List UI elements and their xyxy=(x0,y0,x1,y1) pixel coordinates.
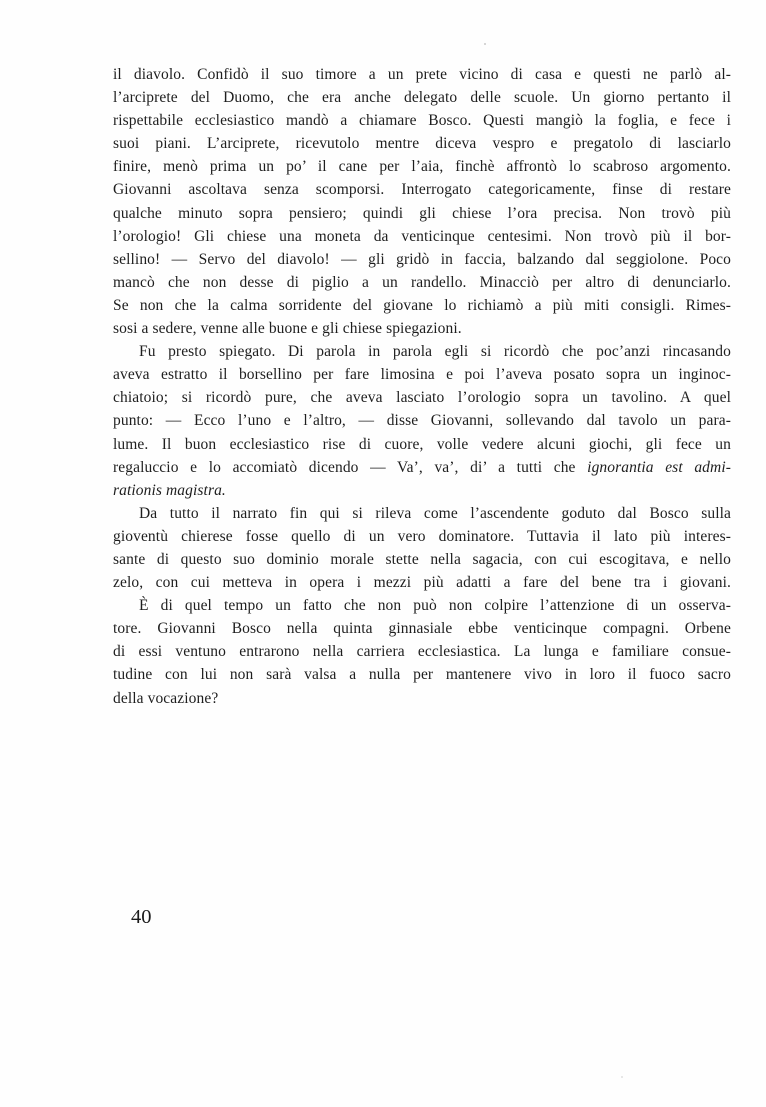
text-line: Da tutto il narrato fin qui si rileva come l’ascendente goduto dal Bosco sulla xyxy=(139,504,731,522)
text-line: Fu presto spiegato. Di parola in parola egli si ricordò che poc’anzi rincasando xyxy=(139,343,731,361)
text-line: aveva estratto il borsellino per fare limosina e poi l’aveva posato sopra un inginoc- xyxy=(113,366,731,384)
text-line: lume. Il buon ecclesiastico rise di cuore, volle vedere alcuni giochi, gli fece un xyxy=(113,435,731,453)
text-line: l’arciprete del Duomo, che era anche delegato delle scuole. Un giorno pertanto il xyxy=(113,89,731,107)
italic-latin-phrase: ignorantia est admi- xyxy=(587,458,731,476)
text-line: mancò che non desse di piglio a un randello. Minacciò per altro di denunciarlo. xyxy=(113,273,731,291)
text-line: di essi ventuno entrarono nella carriera ecclesiastica. La lunga e familiare consue- xyxy=(113,643,731,661)
text-line: della vocazione? xyxy=(113,689,219,707)
page-text xyxy=(113,63,731,710)
text-line: il diavolo. Confidò il suo timore a un prete vicino di casa e questi ne parlò al- xyxy=(113,66,731,83)
text-segment: regaluccio e lo accomiatò dicendo — Va’, va’, di’ a tutti che xyxy=(113,458,588,476)
italic-latin-phrase: rationis magistra. xyxy=(113,481,226,499)
text-line: È di quel tempo un fatto che non può non colpire l’attenzione di un osserva- xyxy=(139,597,731,615)
page-number: 40 xyxy=(131,906,152,928)
text-line: sosi a sedere, venne alle buone e gli chiese spiegazioni. xyxy=(113,320,462,338)
scan-artifact-speck xyxy=(621,1076,623,1078)
scan-artifact-speck xyxy=(484,43,486,45)
text-line: qualche minuto sopra pensiero; quindi gli chiese l’ora precisa. Non trovò più xyxy=(113,204,731,222)
text-line: tore. Giovanni Bosco nella quinta ginnasiale ebbe venticinque compagni. Orbene xyxy=(113,620,731,638)
text-line: finire, menò prima un po’ il cane per l’aia, finchè affrontò lo scabroso argomento. xyxy=(113,158,731,176)
text-line: chiatoio; si ricordò pure, che aveva lasciato l’orologio sopra un tavolino. A quel xyxy=(113,389,731,407)
text-line: rispettabile ecclesiastico mandò a chiamare Bosco. Questi mangiò la foglia, e fece i xyxy=(113,112,731,130)
text-line: Se non che la calma sorridente del giovane lo richiamò a più miti consigli. Rimes- xyxy=(113,296,731,314)
text-line: punto: — Ecco l’uno e l’altro, — disse Giovanni, sollevando dal tavolo un para- xyxy=(113,412,731,430)
text-line: Giovanni ascoltava senza scomporsi. Interrogato categoricamente, finse di restare xyxy=(113,181,731,199)
text-line: sellino! — Servo del diavolo! — gli gridò in faccia, balzando dal seggiolone. Poco xyxy=(113,250,731,268)
text-line: zelo, con cui metteva in opera i mezzi più adatti a fare del bene tra i giovani. xyxy=(113,574,731,592)
text-line xyxy=(113,479,731,502)
text-line: sante di questo suo dominio morale stette nella sagacia, con cui escogitava, e nello xyxy=(113,550,731,568)
text-line: gioventù chierese fosse quello di un vero dominatore. Tuttavia il lato più interes- xyxy=(113,527,731,545)
text-line: tudine con lui non sarà valsa a nulla per mantenere vivo in loro il fuoco sacro xyxy=(113,666,731,684)
text-line xyxy=(113,456,731,479)
text-line: suoi piani. L’arciprete, ricevutolo mentre diceva vespro e pregatolo di lasciarlo xyxy=(113,135,731,153)
text-line: l’orologio! Gli chiese una moneta da venticinque centesimi. Non trovò più il bor- xyxy=(113,227,731,245)
